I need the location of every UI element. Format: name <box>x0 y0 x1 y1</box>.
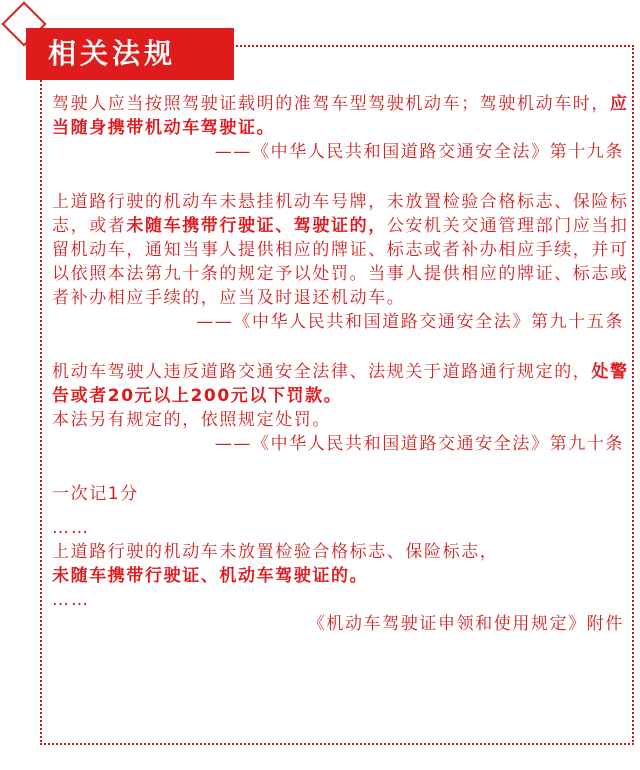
section-title: 相关法规 <box>26 28 234 80</box>
article-19-text <box>52 92 632 140</box>
rule-source: 《机动车驾驶证申领和使用规定》附件 <box>307 614 624 634</box>
license-rule <box>52 482 632 636</box>
article-90-text-emphasis: 处警告或者20元以上200元以下罚款。 <box>52 362 629 406</box>
rule-text-plain: 上道路行驶的机动车未放置检验合格标志、保险标志， <box>52 542 499 562</box>
law-article-95 <box>52 190 632 334</box>
article-90-text-extra: 本法另有规定的，依照规定处罚。 <box>52 410 331 430</box>
ellipsis-top: …… <box>52 518 90 538</box>
article-95-text-plain-a: 上道路行驶的机动车未悬挂机动车号牌，未放置检验合格标志、保险标志，或者 <box>52 192 629 236</box>
article-95-text-plain-b: 公安机关交通管理部门应当扣留机动车，通知当事人提供相应的牌证、标志或者补办相应手续，并可以依照本法第九十条的规定予以处罚。当事人提供相应的牌证、标志或者补办相应手续的，应当及时退还机动车。 <box>52 216 629 308</box>
article-95-text-emphasis: 未随车携带行驶证、驾驶证的， <box>126 216 387 236</box>
regulations-content <box>52 92 632 636</box>
article-95-text <box>52 190 632 310</box>
points-deducted-label: 一次记1分 <box>52 484 139 504</box>
rule-text-emphasis: 未随车携带行驶证、机动车驾驶证的。 <box>52 566 369 586</box>
law-article-19 <box>52 92 632 164</box>
article-19-source: ——《中华人民共和国道路交通安全法》第十九条 <box>214 142 624 162</box>
article-90-text <box>52 360 632 408</box>
article-19-text-plain: 驾驶人应当按照驾驶证载明的准驾车型驾驶机动车；驾驶机动车时， <box>52 94 610 114</box>
article-90-text-plain: 机动车驾驶人违反道路交通安全法律、法规关于道路通行规定的， <box>52 362 592 382</box>
article-90-source: ——《中华人民共和国道路交通安全法》第九十条 <box>214 434 624 454</box>
article-95-source: ——《中华人民共和国道路交通安全法》第九十五条 <box>196 312 624 332</box>
law-article-90 <box>52 360 632 456</box>
ellipsis-bottom: …… <box>52 590 90 610</box>
article-19-text-emphasis: 应当随身携带机动车驾驶证。 <box>52 94 629 138</box>
